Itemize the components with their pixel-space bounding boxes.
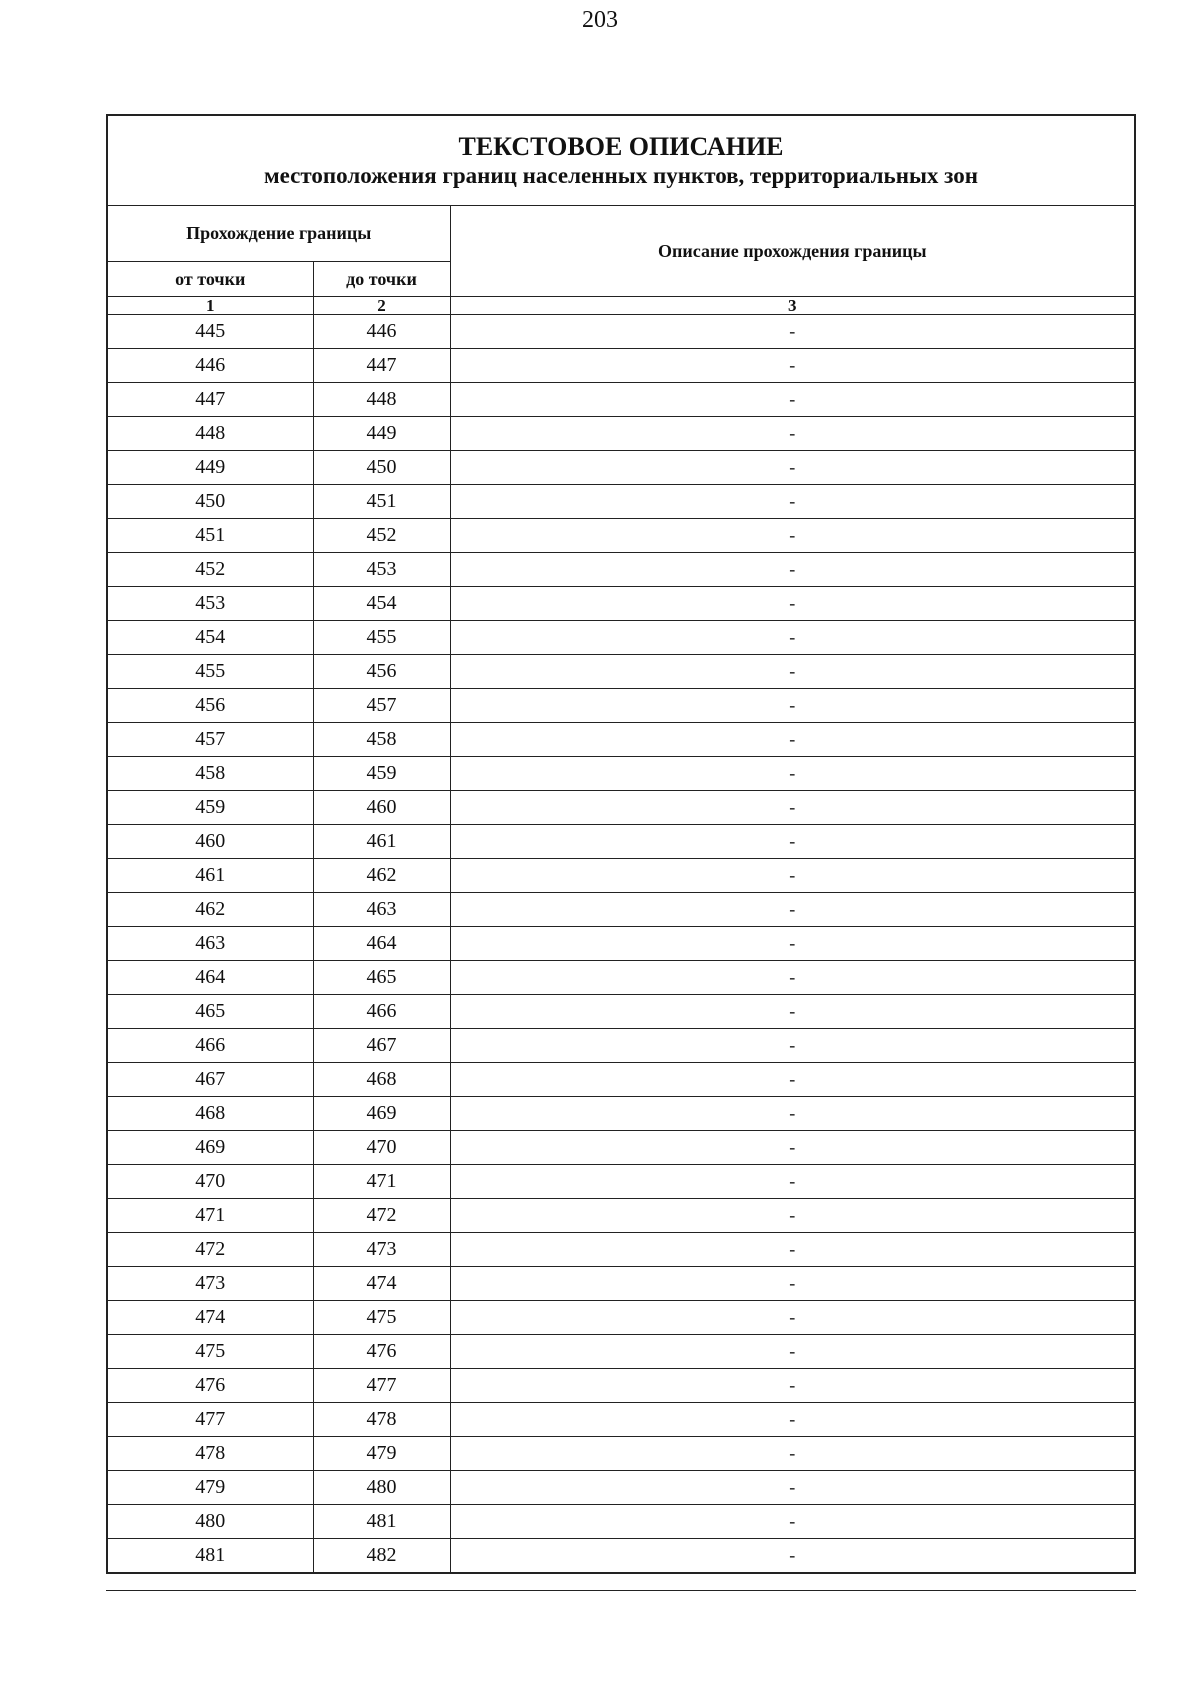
to-point-cell: 468 xyxy=(313,1063,450,1097)
from-point-cell: 468 xyxy=(107,1097,313,1131)
description-cell: - xyxy=(450,587,1135,621)
from-point-cell: 449 xyxy=(107,451,313,485)
to-point-cell: 477 xyxy=(313,1369,450,1403)
from-point-cell: 455 xyxy=(107,655,313,689)
description-cell: - xyxy=(450,1369,1135,1403)
description-cell: - xyxy=(450,859,1135,893)
header-from: от точки xyxy=(107,262,313,297)
description-cell: - xyxy=(450,893,1135,927)
table-row xyxy=(107,1301,1135,1335)
to-point-cell: 476 xyxy=(313,1335,450,1369)
from-point-cell: 473 xyxy=(107,1267,313,1301)
description-cell: - xyxy=(450,825,1135,859)
description-cell: - xyxy=(450,383,1135,417)
to-point-cell: 455 xyxy=(313,621,450,655)
table-row xyxy=(107,1029,1135,1063)
description-cell: - xyxy=(450,1233,1135,1267)
to-point-cell: 462 xyxy=(313,859,450,893)
description-cell: - xyxy=(450,1471,1135,1505)
from-point-cell: 452 xyxy=(107,553,313,587)
from-point-cell: 472 xyxy=(107,1233,313,1267)
to-point-cell: 480 xyxy=(313,1471,450,1505)
table-row xyxy=(107,927,1135,961)
header-description: Описание прохождения границы xyxy=(450,206,1135,297)
description-cell: - xyxy=(450,485,1135,519)
description-cell: - xyxy=(450,1267,1135,1301)
column-number-1: 1 xyxy=(107,297,313,315)
from-point-cell: 460 xyxy=(107,825,313,859)
to-point-cell: 465 xyxy=(313,961,450,995)
to-point-cell: 471 xyxy=(313,1165,450,1199)
from-point-cell: 480 xyxy=(107,1505,313,1539)
table-row xyxy=(107,519,1135,553)
page-number: 203 xyxy=(582,7,618,33)
to-point-cell: 452 xyxy=(313,519,450,553)
from-point-cell: 463 xyxy=(107,927,313,961)
from-point-cell: 475 xyxy=(107,1335,313,1369)
description-cell: - xyxy=(450,1165,1135,1199)
to-point-cell: 481 xyxy=(313,1505,450,1539)
from-point-cell: 465 xyxy=(107,995,313,1029)
description-cell: - xyxy=(450,1029,1135,1063)
to-point-cell: 464 xyxy=(313,927,450,961)
from-point-cell: 467 xyxy=(107,1063,313,1097)
to-point-cell: 466 xyxy=(313,995,450,1029)
description-cell: - xyxy=(450,621,1135,655)
table-row xyxy=(107,1267,1135,1301)
from-point-cell: 471 xyxy=(107,1199,313,1233)
to-point-cell: 475 xyxy=(313,1301,450,1335)
description-cell: - xyxy=(450,961,1135,995)
to-point-cell: 459 xyxy=(313,757,450,791)
table-row xyxy=(107,723,1135,757)
to-point-cell: 457 xyxy=(313,689,450,723)
from-point-cell: 447 xyxy=(107,383,313,417)
to-point-cell: 467 xyxy=(313,1029,450,1063)
table-row xyxy=(107,417,1135,451)
table-row xyxy=(107,1335,1135,1369)
description-cell: - xyxy=(450,1437,1135,1471)
to-point-cell: 448 xyxy=(313,383,450,417)
to-point-cell: 469 xyxy=(313,1097,450,1131)
description-cell: - xyxy=(450,723,1135,757)
from-point-cell: 470 xyxy=(107,1165,313,1199)
description-cell: - xyxy=(450,655,1135,689)
description-cell: - xyxy=(450,349,1135,383)
from-point-cell: 461 xyxy=(107,859,313,893)
to-point-cell: 453 xyxy=(313,553,450,587)
from-point-cell: 464 xyxy=(107,961,313,995)
description-cell: - xyxy=(450,757,1135,791)
table-row xyxy=(107,1131,1135,1165)
table-row xyxy=(107,587,1135,621)
to-point-cell: 479 xyxy=(313,1437,450,1471)
from-point-cell: 454 xyxy=(107,621,313,655)
description-cell: - xyxy=(450,315,1135,349)
table-row xyxy=(107,485,1135,519)
from-point-cell: 451 xyxy=(107,519,313,553)
from-point-cell: 478 xyxy=(107,1437,313,1471)
to-point-cell: 463 xyxy=(313,893,450,927)
to-point-cell: 470 xyxy=(313,1131,450,1165)
to-point-cell: 451 xyxy=(313,485,450,519)
column-number-row xyxy=(107,297,1135,315)
table-row xyxy=(107,1471,1135,1505)
to-point-cell: 449 xyxy=(313,417,450,451)
description-cell: - xyxy=(450,927,1135,961)
from-point-cell: 459 xyxy=(107,791,313,825)
table-row xyxy=(107,791,1135,825)
to-point-cell: 461 xyxy=(313,825,450,859)
table-row xyxy=(107,1369,1135,1403)
title-main: ТЕКСТОВОЕ ОПИСАНИЕ xyxy=(458,131,784,161)
description-cell: - xyxy=(450,1301,1135,1335)
header-passage: Прохождение границы xyxy=(107,206,450,262)
to-point-cell: 474 xyxy=(313,1267,450,1301)
from-point-cell: 476 xyxy=(107,1369,313,1403)
table-row xyxy=(107,757,1135,791)
to-point-cell: 473 xyxy=(313,1233,450,1267)
from-point-cell: 450 xyxy=(107,485,313,519)
description-cell: - xyxy=(450,1097,1135,1131)
table-row xyxy=(107,995,1135,1029)
from-point-cell: 453 xyxy=(107,587,313,621)
description-cell: - xyxy=(450,995,1135,1029)
table-row xyxy=(107,315,1135,349)
to-point-cell: 460 xyxy=(313,791,450,825)
table-row xyxy=(107,1199,1135,1233)
to-point-cell: 458 xyxy=(313,723,450,757)
table-row xyxy=(107,961,1135,995)
from-point-cell: 479 xyxy=(107,1471,313,1505)
from-point-cell: 456 xyxy=(107,689,313,723)
from-point-cell: 457 xyxy=(107,723,313,757)
description-cell: - xyxy=(450,519,1135,553)
table-row xyxy=(107,1097,1135,1131)
table-row xyxy=(107,825,1135,859)
description-cell: - xyxy=(450,689,1135,723)
to-point-cell: 450 xyxy=(313,451,450,485)
to-point-cell: 446 xyxy=(313,315,450,349)
header-row-top xyxy=(107,206,1135,262)
table-row xyxy=(107,893,1135,927)
table-row xyxy=(107,383,1135,417)
table-row xyxy=(107,349,1135,383)
description-cell: - xyxy=(450,1199,1135,1233)
description-cell: - xyxy=(450,1403,1135,1437)
to-point-cell: 472 xyxy=(313,1199,450,1233)
to-point-cell: 478 xyxy=(313,1403,450,1437)
title-row xyxy=(107,115,1135,206)
from-point-cell: 458 xyxy=(107,757,313,791)
table-bottom-rule xyxy=(106,1590,1136,1591)
description-cell: - xyxy=(450,1505,1135,1539)
description-cell: - xyxy=(450,1131,1135,1165)
column-number-2: 2 xyxy=(313,297,450,315)
from-point-cell: 481 xyxy=(107,1539,313,1574)
title-subtitle: местоположения границ населенных пунктов, территориальных зон xyxy=(264,162,979,188)
from-point-cell: 474 xyxy=(107,1301,313,1335)
from-point-cell: 462 xyxy=(107,893,313,927)
column-number-3: 3 xyxy=(450,297,1135,315)
description-cell: - xyxy=(450,1063,1135,1097)
from-point-cell: 446 xyxy=(107,349,313,383)
to-point-cell: 454 xyxy=(313,587,450,621)
table-row xyxy=(107,1437,1135,1471)
from-point-cell: 445 xyxy=(107,315,313,349)
table-row xyxy=(107,1165,1135,1199)
table-row xyxy=(107,655,1135,689)
to-point-cell: 447 xyxy=(313,349,450,383)
table-row xyxy=(107,1539,1135,1574)
table-row xyxy=(107,859,1135,893)
to-point-cell: 482 xyxy=(313,1539,450,1574)
table-row xyxy=(107,621,1135,655)
boundary-description-table xyxy=(106,114,1136,1574)
table-row xyxy=(107,1403,1135,1437)
from-point-cell: 466 xyxy=(107,1029,313,1063)
table-row xyxy=(107,1063,1135,1097)
from-point-cell: 448 xyxy=(107,417,313,451)
header-to: до точки xyxy=(313,262,450,297)
description-cell: - xyxy=(450,791,1135,825)
description-cell: - xyxy=(450,553,1135,587)
table-title xyxy=(107,115,1135,206)
from-point-cell: 477 xyxy=(107,1403,313,1437)
table-row xyxy=(107,689,1135,723)
description-cell: - xyxy=(450,417,1135,451)
description-cell: - xyxy=(450,1335,1135,1369)
description-cell: - xyxy=(450,1539,1135,1574)
table-row xyxy=(107,451,1135,485)
table-row xyxy=(107,1505,1135,1539)
table-row xyxy=(107,553,1135,587)
description-cell: - xyxy=(450,451,1135,485)
table-row xyxy=(107,1233,1135,1267)
to-point-cell: 456 xyxy=(313,655,450,689)
from-point-cell: 469 xyxy=(107,1131,313,1165)
